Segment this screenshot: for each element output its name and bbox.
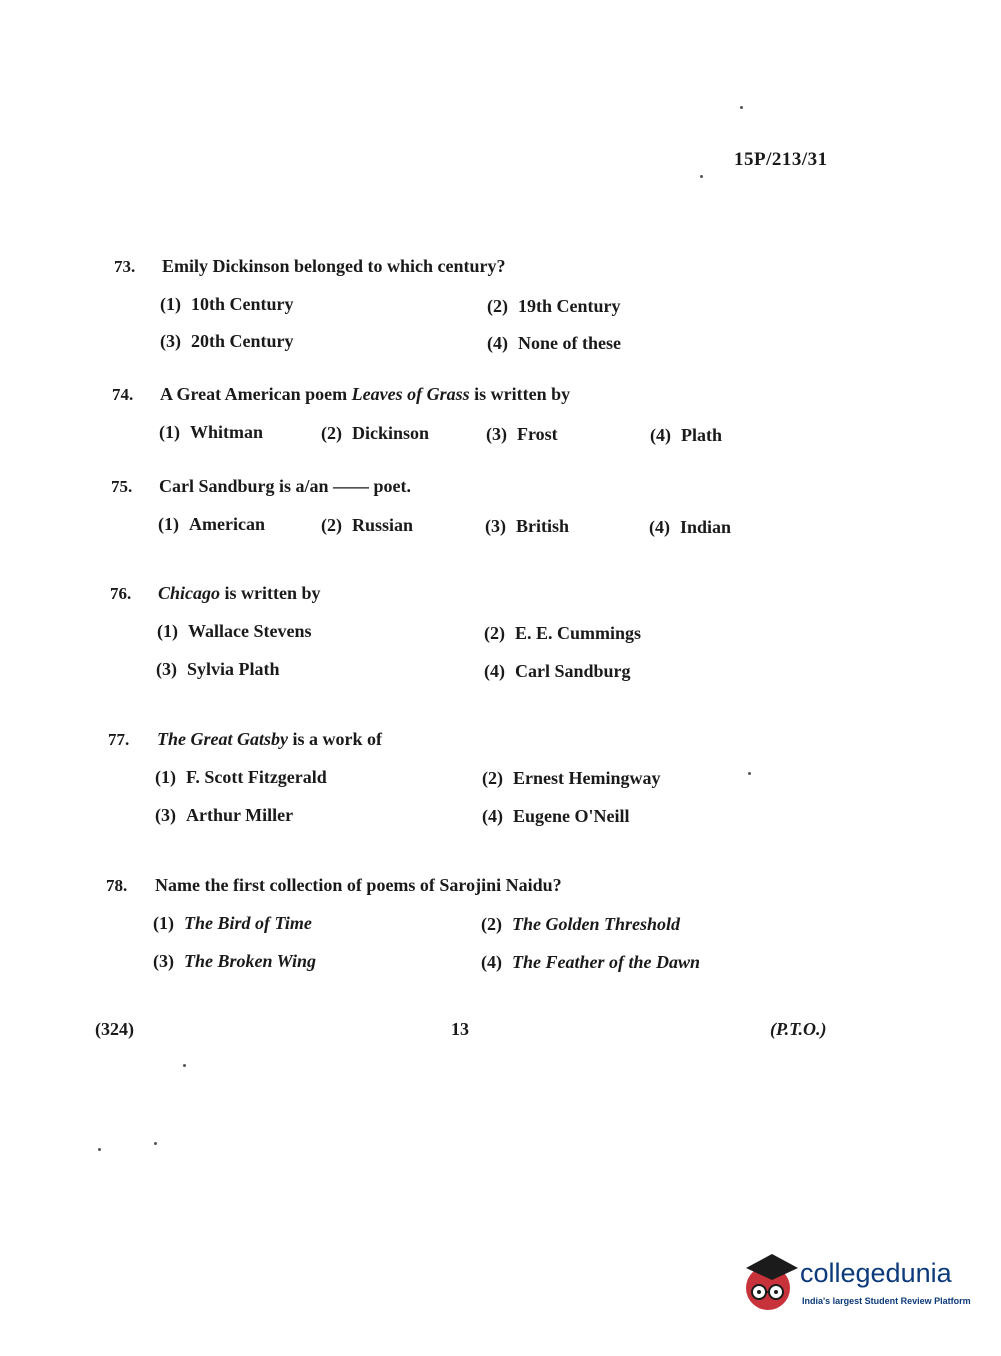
paper-code: 15P/213/31 — [734, 149, 828, 170]
option-number: (4) — [487, 333, 508, 353]
pto-note: (P.T.O.) — [770, 1019, 827, 1039]
option-text: Frost — [517, 424, 558, 444]
option-3 — [153, 951, 316, 972]
option-number: (1) — [159, 422, 180, 442]
option-number: (3) — [160, 331, 181, 351]
poem-title: Chicago — [158, 583, 221, 603]
option-number: (2) — [484, 623, 505, 643]
option-4 — [649, 517, 731, 538]
scan-speck — [740, 106, 743, 109]
option-text: 10th Century — [191, 294, 294, 314]
question-text: A Great American poem Leaves of Grass is written by — [160, 384, 571, 404]
option-number: (1) — [153, 913, 174, 933]
scan-speck — [154, 1142, 157, 1145]
option-number: (1) — [160, 294, 181, 314]
option-text: The Broken Wing — [184, 951, 317, 971]
option-number: (3) — [156, 659, 177, 679]
brand-name: collegedunia — [800, 1258, 952, 1288]
option-number: (2) — [321, 423, 342, 443]
option-3 — [155, 805, 293, 826]
option-1 — [158, 514, 265, 535]
option-number: (4) — [481, 952, 502, 972]
option-text: 19th Century — [518, 296, 621, 316]
option-number: (3) — [486, 424, 507, 444]
option-text: The Golden Threshold — [512, 914, 681, 934]
option-text: Ernest Hemingway — [513, 768, 661, 788]
poem-title: Leaves of Grass — [351, 384, 470, 404]
option-1 — [160, 294, 294, 315]
option-text: Sylvia Plath — [187, 659, 280, 679]
option-text: F. Scott Fitzgerald — [186, 767, 327, 787]
option-number: (4) — [482, 806, 503, 826]
question-text: Name the first collection of poems of Sarojini Naidu? — [155, 875, 562, 895]
option-3 — [156, 659, 280, 680]
footer-booklet-code: (324) — [95, 1019, 134, 1039]
option-number: (2) — [482, 768, 503, 788]
page-number: 13 — [451, 1019, 469, 1039]
option-3 — [485, 516, 569, 537]
option-text: American — [189, 514, 265, 534]
question-number: 76. — [110, 584, 132, 603]
question-text: Emily Dickinson belonged to which century? — [162, 256, 506, 276]
option-2 — [321, 423, 429, 444]
question-number: 78. — [106, 876, 128, 895]
option-4 — [484, 661, 631, 682]
option-number: (4) — [484, 661, 505, 681]
option-text: The Feather of the Dawn — [512, 952, 701, 972]
question-text: Carl Sandburg is a/an —— poet. — [159, 476, 412, 496]
question-number: 73. — [114, 257, 136, 276]
scan-speck — [700, 175, 703, 178]
option-3 — [486, 424, 558, 445]
option-1 — [157, 621, 312, 642]
option-text: Dickinson — [352, 423, 430, 443]
question-text: The Great Gatsby is a work of — [157, 729, 382, 749]
question-number: 75. — [111, 477, 133, 496]
question-text: Chicago is written by — [158, 583, 321, 603]
option-number: (3) — [485, 516, 506, 536]
option-2 — [487, 296, 621, 317]
brand-tagline: India's largest Student Review Platform — [802, 1296, 971, 1306]
option-number: (2) — [321, 515, 342, 535]
option-text: E. E. Cummings — [515, 623, 642, 643]
option-number: (2) — [481, 914, 502, 934]
option-4 — [481, 952, 700, 973]
question-number: 77. — [108, 730, 130, 749]
option-2 — [484, 623, 641, 644]
option-text: 20th Century — [191, 331, 294, 351]
option-number: (4) — [649, 517, 670, 537]
option-2 — [481, 914, 680, 935]
option-text: Wallace Stevens — [188, 621, 312, 641]
option-text: Whitman — [190, 422, 264, 442]
option-number: (1) — [155, 767, 176, 787]
question-number: 74. — [112, 385, 134, 404]
option-text: Carl Sandburg — [515, 661, 631, 681]
option-number: (3) — [155, 805, 176, 825]
option-1 — [155, 767, 327, 788]
option-text: British — [516, 516, 570, 536]
option-text: Eugene O'Neill — [513, 806, 630, 826]
option-number: (1) — [157, 621, 178, 641]
option-text: Plath — [681, 425, 723, 445]
option-2 — [482, 768, 661, 789]
option-number: (4) — [650, 425, 671, 445]
option-2 — [321, 515, 413, 536]
option-4 — [487, 333, 621, 354]
scan-speck — [183, 1064, 186, 1067]
option-text: The Bird of Time — [184, 913, 312, 933]
option-number: (3) — [153, 951, 174, 971]
option-text: Russian — [352, 515, 414, 535]
option-4 — [482, 806, 630, 827]
option-text: None of these — [518, 333, 621, 353]
option-3 — [160, 331, 294, 352]
book-title: The Great Gatsby — [157, 729, 288, 749]
option-text: Indian — [680, 517, 732, 537]
option-1 — [159, 422, 263, 443]
option-number: (2) — [487, 296, 508, 316]
option-text: Arthur Miller — [186, 805, 294, 825]
option-4 — [650, 425, 722, 446]
collegedunia-watermark — [742, 1250, 972, 1320]
option-number: (1) — [158, 514, 179, 534]
mascot-icon — [742, 1250, 800, 1316]
scan-speck — [98, 1148, 101, 1151]
scan-speck — [748, 772, 751, 775]
option-1 — [153, 913, 312, 934]
